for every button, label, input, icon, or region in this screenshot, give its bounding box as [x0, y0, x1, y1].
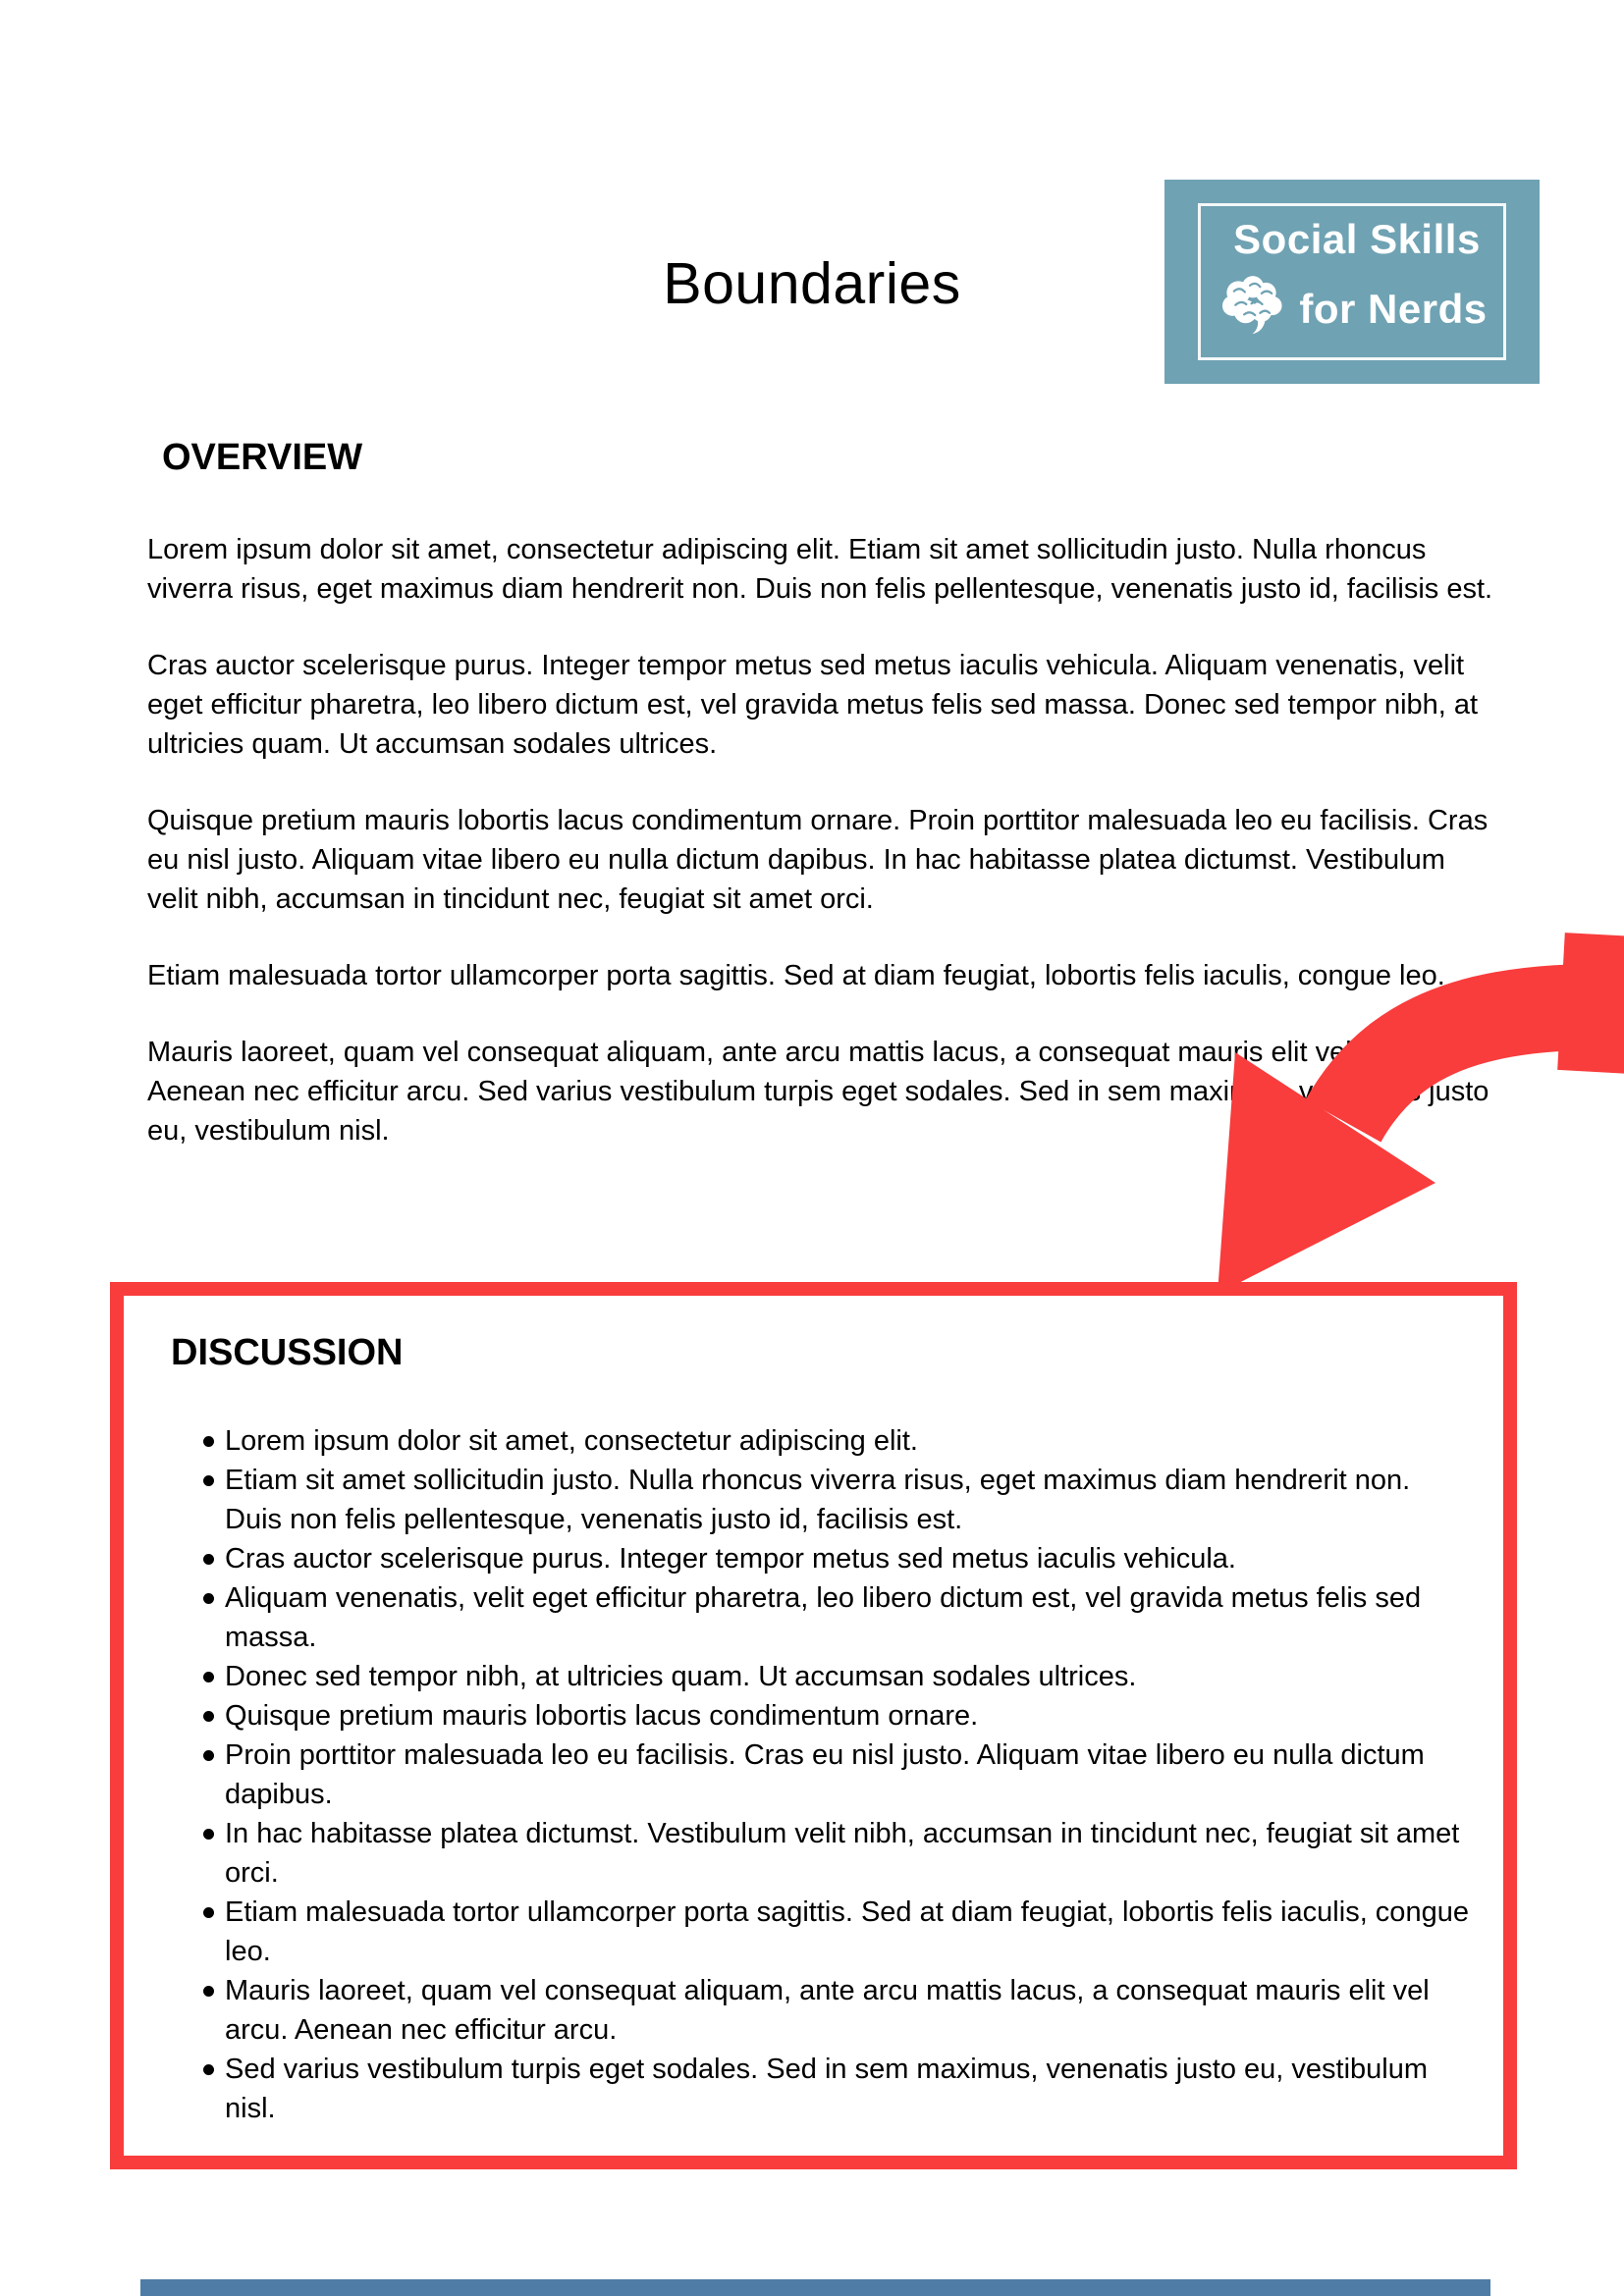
- overview-paragraph: Mauris laoreet, quam vel consequat aliquam, ante arcu mattis lacus, a consequat mauris elit vel arcu. Aenean nec efficitur arcu. Sed varius vestibulum turpis eget sodales. Sed in sem maximus, venenatis justo eu, vestibulum nisl.: [147, 1037, 1489, 1147]
- discussion-bullet: In hac habitasse platea dictumst. Vestibulum velit nibh, accumsan in tincidunt nec, feugiat sit amet orci.: [225, 1814, 1474, 1893]
- logo-social-skills-for-nerds: [1164, 180, 1540, 384]
- logo-text-line2: [1217, 271, 1487, 347]
- discussion-heading: DISCUSSION: [171, 1332, 404, 1373]
- overview-paragraph: Etiam malesuada tortor ullamcorper porta sagittis. Sed at diam feugiat, lobortis felis iaculis, congue leo.: [147, 960, 1445, 991]
- overview-paragraph: Quisque pretium mauris lobortis lacus condimentum ornare. Proin porttitor malesuada leo eu facilisis. Cras eu nisl justo. Aliquam vitae libero eu nulla dictum dapibus. In hac habitasse platea dictumst. Vestibulum velit nibh, accumsan in tincidunt nec, feugiat sit amet orci.: [147, 805, 1489, 915]
- discussion-bullet: Sed varius vestibulum turpis eget sodales. Sed in sem maximus, venenatis justo eu, vestibulum nisl.: [225, 2050, 1474, 2128]
- discussion-bullet: Aliquam venenatis, velit eget efficitur pharetra, leo libero dictum est, vel gravida metus felis sed massa.: [225, 1578, 1474, 1657]
- discussion-bullet: Cras auctor scelerisque purus. Integer tempor metus sed metus iaculis vehicula.: [225, 1539, 1474, 1578]
- discussion-bullet: Donec sed tempor nibh, at ultricies quam. Ut accumsan sodales ultrices.: [225, 1657, 1474, 1696]
- discussion-bullet: Etiam malesuada tortor ullamcorper porta sagittis. Sed at diam feugiat, lobortis felis iaculis, congue leo.: [225, 1893, 1474, 1971]
- brain-icon: [1217, 271, 1289, 347]
- overview-paragraph: Cras auctor scelerisque purus. Integer tempor metus sed metus iaculis vehicula. Aliquam venenatis, velit eget efficitur pharetra, leo libero dictum est, vel gravida metus felis sed massa. Donec sed tempor nibh, at ultricies quam. Ut accumsan sodales ultrices.: [147, 650, 1479, 760]
- discussion-bullet: Proin porttitor malesuada leo eu facilisis. Cras eu nisl justo. Aliquam vitae libero eu nulla dictum dapibus.: [225, 1735, 1474, 1814]
- page-title: Boundaries: [663, 251, 961, 316]
- overview-paragraph: Lorem ipsum dolor sit amet, consectetur adipiscing elit. Etiam sit amet sollicitudin justo. Nulla rhoncus viverra risus, eget maximus diam hendrerit non. Duis non felis pellentesque, venenatis justo id, facilisis est.: [147, 534, 1493, 605]
- discussion-bullet: Quisque pretium mauris lobortis lacus condimentum ornare.: [225, 1696, 1474, 1735]
- discussion-bullet: Lorem ipsum dolor sit amet, consectetur adipiscing elit.: [225, 1421, 1474, 1461]
- discussion-bullet: Etiam sit amet sollicitudin justo. Nulla rhoncus viverra risus, eget maximus diam hendrerit non. Duis non felis pellentesque, venenatis justo id, facilisis est.: [225, 1461, 1474, 1539]
- logo-text-line2-label: for Nerds: [1299, 286, 1488, 332]
- overview-heading: OVERVIEW: [162, 437, 363, 478]
- curved-arrow-icon: [1129, 903, 1624, 1315]
- logo-text-line1: Social Skills: [1233, 216, 1481, 262]
- discussion-bullet: Mauris laoreet, quam vel consequat aliquam, ante arcu mattis lacus, a consequat mauris elit vel arcu. Aenean nec efficitur arcu.: [225, 1971, 1474, 2050]
- discussion-bullet-list: [225, 1421, 1474, 2128]
- discussion-highlight-box: [110, 1282, 1517, 2169]
- bottom-blue-bar: [140, 2279, 1490, 2296]
